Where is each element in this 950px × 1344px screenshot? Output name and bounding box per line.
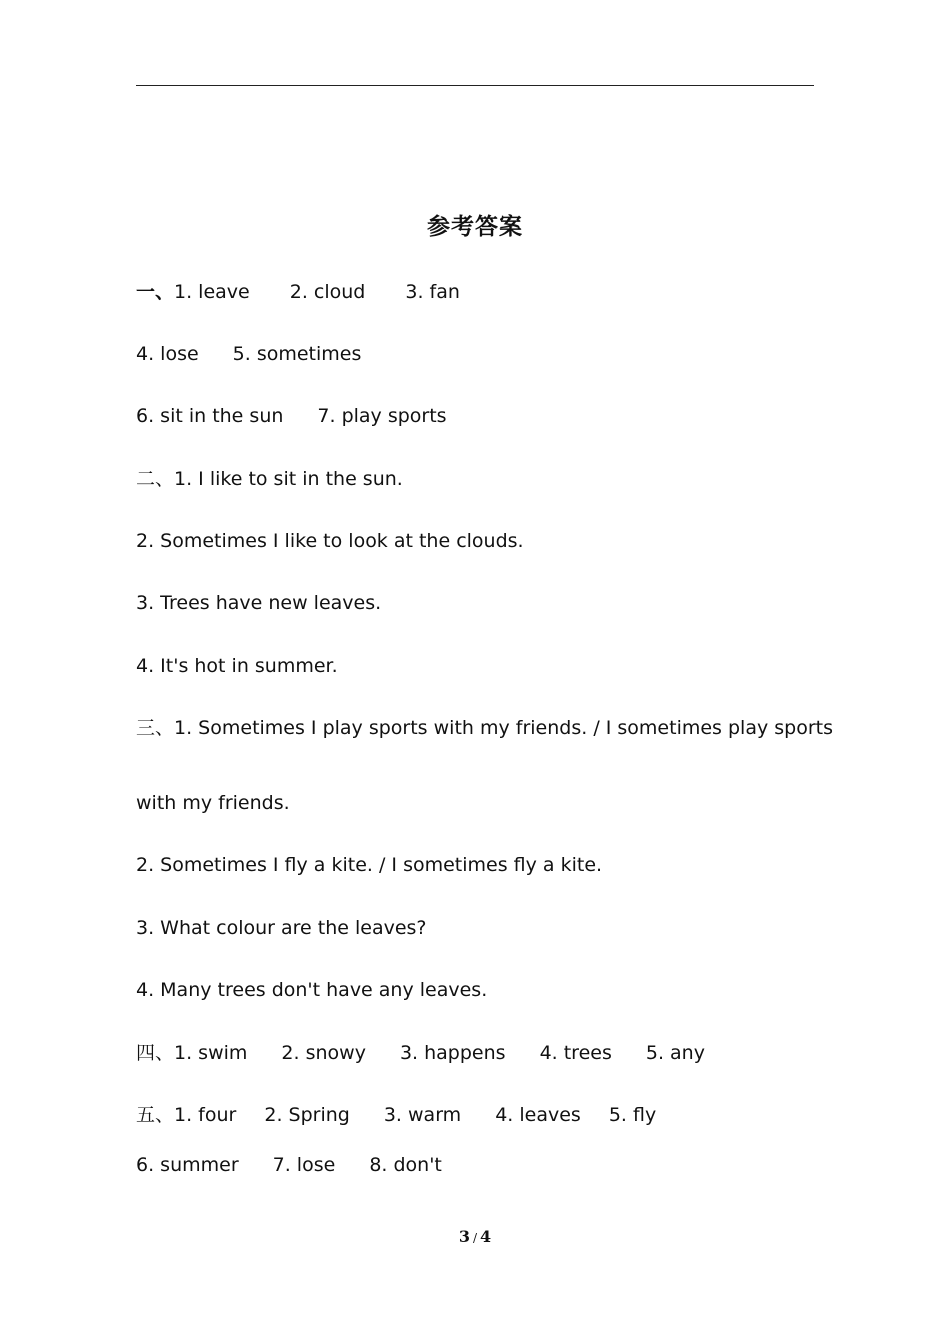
section-4-number: 四、	[136, 1042, 175, 1064]
answer: 2. snowy	[281, 1042, 366, 1064]
answer: 2. cloud	[289, 281, 366, 303]
page-separator: /	[472, 1231, 478, 1245]
answer: 4. trees	[539, 1042, 612, 1064]
answer: 1. four	[174, 1104, 237, 1126]
section-4-row	[136, 1040, 705, 1066]
answer: 1. swim	[174, 1042, 248, 1064]
section-2-number: 二、	[136, 468, 175, 490]
section-2-line-2: 2. Sometimes I like to look at the clouds.	[136, 530, 524, 552]
answer: 4. lose	[136, 343, 199, 365]
section-5-row-2	[136, 1152, 442, 1178]
section-3-line-3: 3. What colour are the leaves?	[136, 917, 427, 939]
answer: 6. sit in the sun	[136, 405, 284, 427]
page-total: 4	[480, 1227, 492, 1246]
header-rule	[136, 85, 814, 86]
section-3-line-1-cont: with my friends.	[136, 792, 290, 814]
answer: 7. lose	[272, 1154, 336, 1176]
answer: 6. summer	[136, 1154, 239, 1176]
section-3-line-2: 2. Sometimes I fly a kite. / I sometimes fly a kite.	[136, 854, 603, 876]
answer: 3. fan	[405, 281, 460, 303]
section-1-row-3	[136, 403, 447, 429]
answer: 7. play sports	[317, 405, 447, 427]
section-1-number: 一、	[136, 281, 175, 303]
answer: 4. leaves	[495, 1104, 581, 1126]
answer: 5. sometimes	[232, 343, 362, 365]
answer: 2. Spring	[264, 1104, 350, 1126]
answer: 3. happens	[399, 1042, 506, 1064]
section-2-line-1: 二、1. I like to sit in the sun.	[136, 468, 403, 490]
section-2-line-4: 4. It's hot in summer.	[136, 655, 338, 677]
page-current: 3	[458, 1227, 470, 1246]
section-1-row-2	[136, 341, 361, 367]
answer: 5. any	[645, 1042, 705, 1064]
section-1-row-1	[136, 279, 460, 305]
answer: 5. fly	[608, 1104, 657, 1126]
section-2-line-3: 3. Trees have new leaves.	[136, 592, 382, 614]
section-3-line-1: 三、1. Sometimes I play sports with my friends. / I sometimes play sports	[136, 717, 833, 739]
page-title: 参考答案	[427, 214, 523, 240]
section-3-line-4: 4. Many trees don't have any leaves.	[136, 979, 488, 1001]
section-5-row-1	[136, 1102, 656, 1128]
answer: 8. don't	[369, 1154, 442, 1176]
section-5-number: 五、	[136, 1104, 175, 1126]
page-number	[0, 1227, 950, 1246]
answer: 3. warm	[383, 1104, 462, 1126]
section-3-number: 三、	[136, 717, 175, 739]
answer: 1. leave	[174, 281, 250, 303]
